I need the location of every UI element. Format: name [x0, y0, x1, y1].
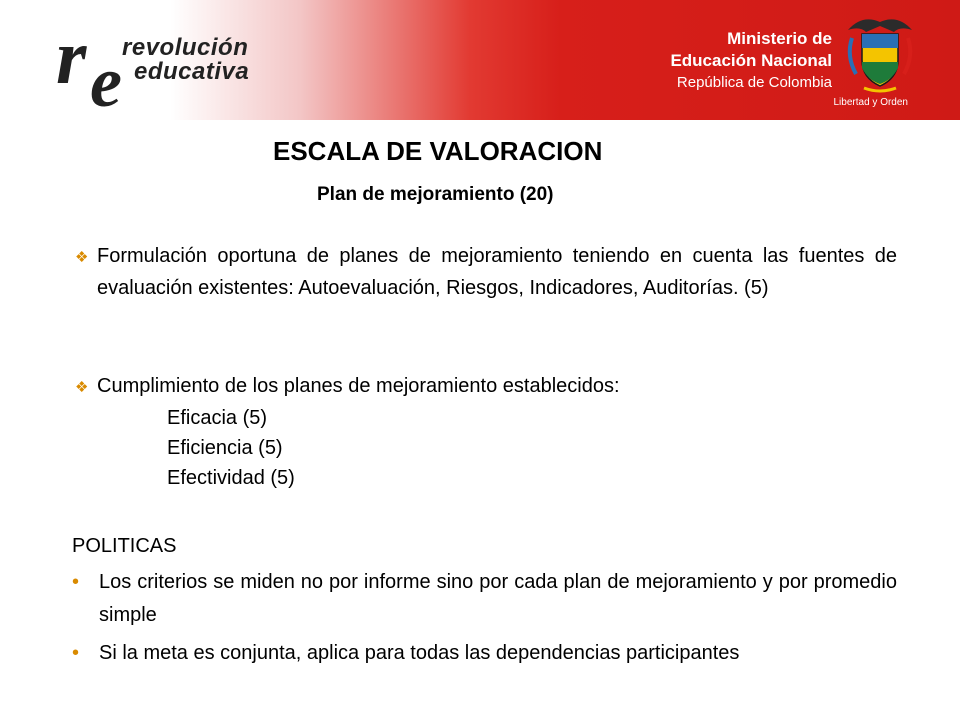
subitem-eficacia: Eficacia (5) — [167, 407, 268, 429]
politica-bullet-2-text: Si la meta es conjunta, aplica para todas las dependencias participantes — [99, 642, 740, 664]
ministry-line-2: Educación Nacional — [670, 51, 832, 70]
diamond-bullet-icon: ❖ — [75, 249, 89, 266]
revolucion-educativa-logo — [50, 13, 250, 122]
politica-bullet-1 — [72, 566, 897, 632]
politica-bullet-1-text: Los criterios se miden no por informe sino por cada plan de mejoramiento y por promedio simple — [99, 571, 897, 626]
crest-motto: Libertad y Orden — [833, 97, 908, 108]
colombia-coat-of-arms-icon — [842, 12, 918, 94]
subitem-eficiencia: Eficiencia (5) — [167, 437, 283, 459]
bullet-dot-icon: • — [72, 642, 80, 664]
page-subtitle: Plan de mejoramiento (20) — [317, 184, 554, 205]
criteria-item-1-text: Formulación oportuna de planes de mejoramiento teniendo en cuenta las fuentes de evaluación existentes: Autoevaluación, Riesgos, Indicadores, Auditorías. (5) — [97, 245, 897, 299]
politica-bullet-2 — [72, 637, 897, 670]
ministry-name — [670, 28, 832, 94]
ministry-line-3: República de Colombia — [676, 74, 832, 91]
page-title: ESCALA DE VALORACION — [273, 136, 603, 166]
diamond-bullet-icon: ❖ — [75, 379, 89, 396]
logo-letter-e: e — [90, 42, 122, 122]
criteria-item-2 — [75, 371, 897, 493]
politicas-heading: POLITICAS — [72, 535, 177, 557]
logo-word-revolucion: revolución — [122, 34, 249, 61]
ministry-line-1: Ministerio de — [727, 29, 832, 48]
criteria-item-2-text: Cumplimiento de los planes de mejoramiento establecidos: — [97, 375, 620, 397]
criteria-item-1 — [75, 241, 897, 303]
subitem-efectividad: Efectividad (5) — [167, 467, 295, 489]
logo-word-educativa: educativa — [134, 58, 250, 85]
logo-letter-r: r — [56, 13, 87, 100]
header-banner — [0, 0, 960, 120]
bullet-dot-icon: • — [72, 571, 80, 593]
